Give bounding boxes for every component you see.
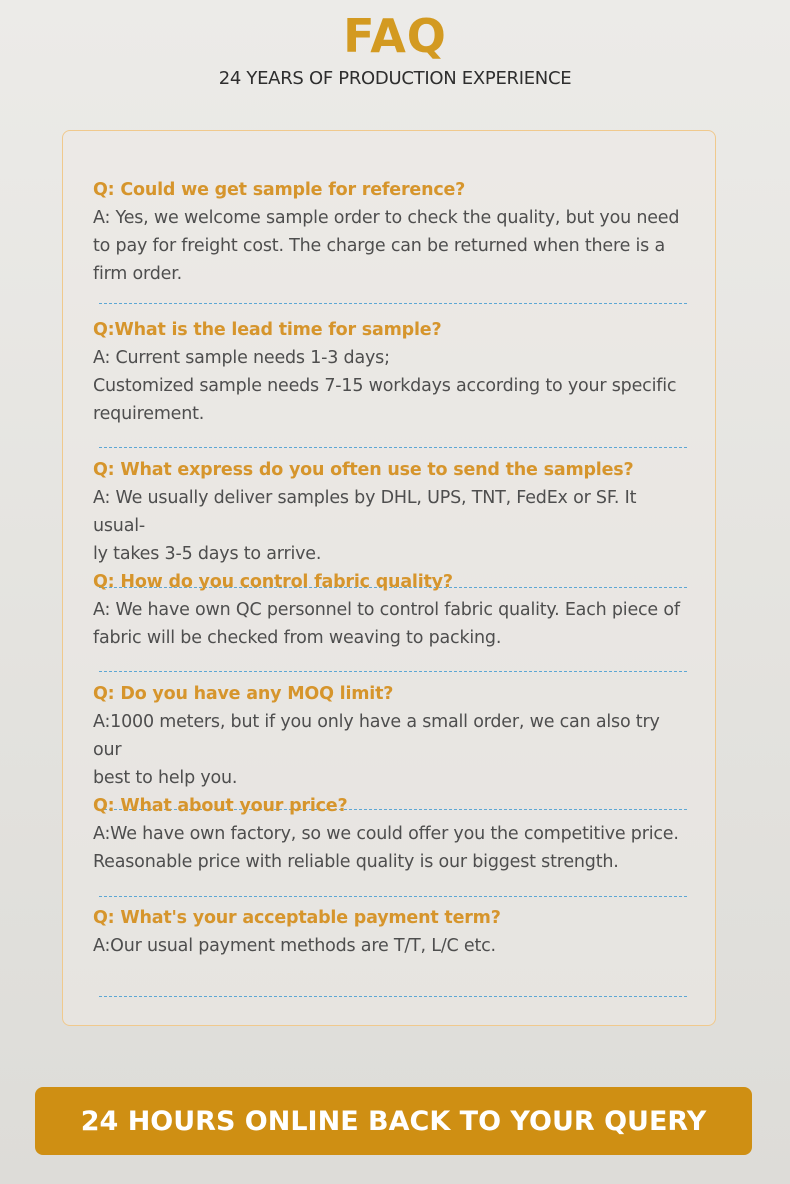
faq-answer-line: A:Our usual payment methods are T/T, L/C etc.	[93, 936, 496, 956]
faq-answer-line: fabric will be checked from weaving to packing.	[93, 628, 502, 648]
faq-item	[93, 176, 693, 316]
faq-answer-line: firm order.	[93, 264, 182, 284]
faq-question: Q: Do you have any MOQ limit?	[93, 684, 394, 704]
faq-answer-line: Reasonable price with reliable quality is our biggest strength.	[93, 852, 619, 872]
faq-answer-line: A: We have own QC personnel to control fabric quality. Each piece of	[93, 600, 680, 620]
faq-answer-line: best to help you.	[93, 768, 238, 788]
faq-answer-line: A: Yes, we welcome sample order to check the quality, but you need	[93, 208, 680, 228]
faq-item	[93, 568, 693, 680]
faq-question: Q: Could we get sample for reference?	[93, 180, 466, 200]
faq-answer-line: to pay for freight cost. The charge can be returned when there is a	[93, 236, 665, 256]
faq-answer-line: A:We have own factory, so we could offer you the competitive price.	[93, 824, 679, 844]
faq-answer-line: ly takes 3-5 days to arrive.	[93, 544, 322, 564]
page-header	[0, 10, 790, 89]
faq-separator	[99, 303, 687, 304]
faq-separator	[99, 996, 687, 997]
faq-list	[93, 176, 693, 997]
faq-answer-line: A: We usually deliver samples by DHL, UPS, TNT, FedEx or SF. It usual-	[93, 488, 637, 536]
page-title: FAQ	[343, 9, 447, 63]
page-subtitle: 24 YEARS OF PRODUCTION EXPERIENCE	[218, 68, 572, 89]
faq-item	[93, 904, 693, 997]
faq-answer-line: requirement.	[93, 404, 205, 424]
faq-item	[93, 792, 693, 904]
faq-item	[93, 456, 693, 568]
faq-item	[93, 316, 693, 456]
faq-item	[93, 680, 693, 792]
faq-separator	[99, 447, 687, 448]
faq-question: Q: What express do you often use to send the samples?	[93, 460, 634, 480]
query-cta-button[interactable]: 24 HOURS ONLINE BACK TO YOUR QUERY	[35, 1087, 752, 1155]
faq-answer-line: A:1000 meters, but if you only have a small order, we can also try our	[93, 712, 660, 760]
faq-answer-line: Customized sample needs 7-15 workdays according to your specific	[93, 376, 677, 396]
faq-question: Q: What's your acceptable payment term?	[93, 908, 501, 928]
faq-question: Q:What is the lead time for sample?	[93, 320, 442, 340]
faq-question: Q: What about your price?	[93, 796, 348, 816]
faq-answer-line: A: Current sample needs 1-3 days;	[93, 348, 390, 368]
faq-question: Q: How do you control fabric quality?	[93, 572, 453, 592]
faq-separator	[99, 896, 687, 897]
faq-separator	[99, 671, 687, 672]
